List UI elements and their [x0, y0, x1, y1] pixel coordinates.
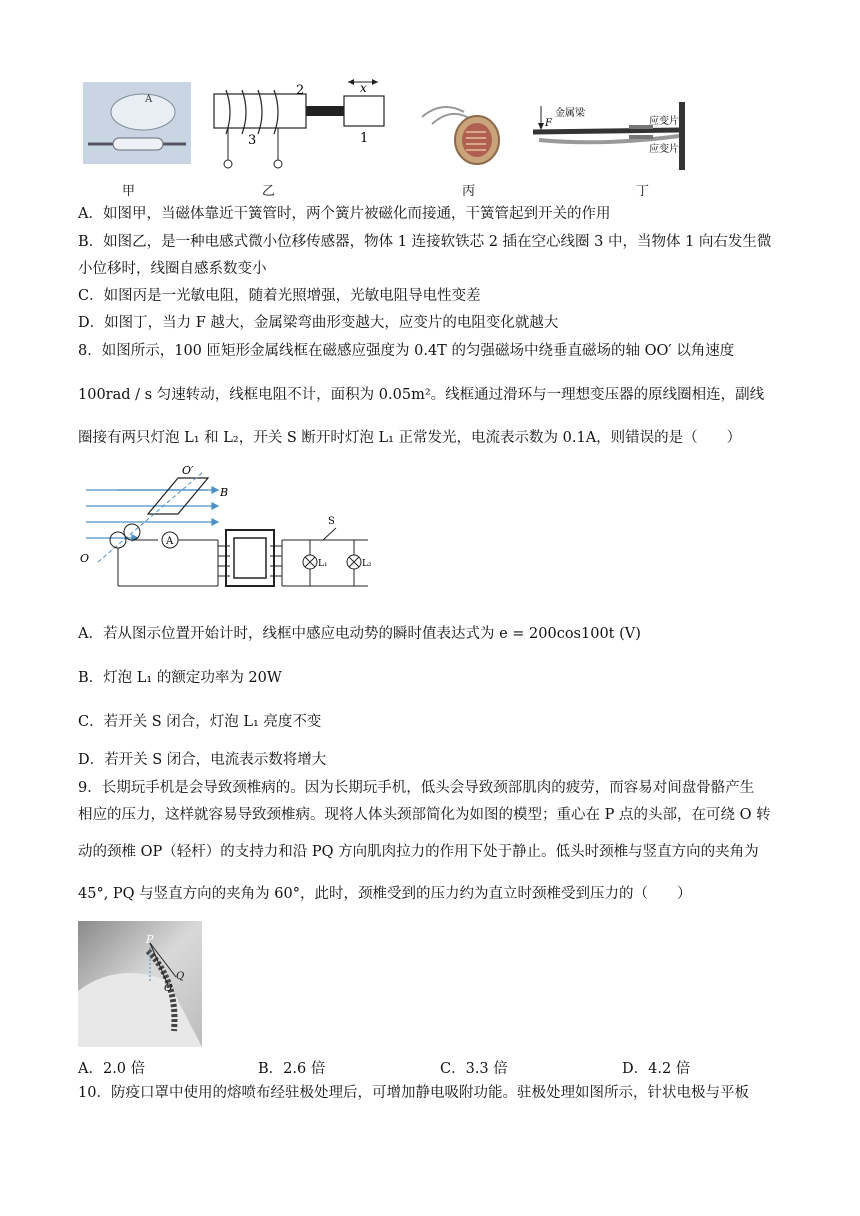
- svg-text:A: A: [145, 94, 153, 105]
- q9-stem-line-2: 相应的压力，这样就容易导致颈椎病。现将人体头颈部简化为如图的模型；重心在 P 点的头部，在可绕 O 转: [78, 807, 771, 823]
- label-L2: L₂: [362, 559, 372, 569]
- label-L1: L₁: [318, 559, 328, 569]
- caption-jia: 甲: [122, 184, 136, 199]
- q7-option-b: B．如图乙，是一种电感式微小位移传感器，物体 1 连接软铁芯 2 插在空心线圈 3 中，当物体 1 向右发生微: [78, 234, 772, 250]
- q9-stem-line-3: 动的颈椎 OP（轻杆）的支持力和沿 PQ 方向肌肉拉力的作用下处于静止。低头时颈椎与竖直方向的夹角为: [78, 844, 759, 860]
- label-metal-beam: 金属梁: [555, 108, 585, 119]
- label-strain-gauge-bottom: 应变片: [649, 144, 679, 155]
- label-S: S: [328, 516, 335, 527]
- label-2: 2: [296, 83, 305, 98]
- q9-option-d: D．4.2 倍: [622, 1061, 691, 1077]
- caption-ding: 丁: [636, 184, 650, 199]
- label-strain-gauge-top: 应变片: [649, 116, 679, 127]
- q9-stem-line-1: 9．长期玩手机是会导致颈椎病的。因为长期玩手机，低头会导致颈部肌肉的疲劳，而容易对间盘骨骼产生: [78, 780, 755, 796]
- label-O-prime: O′: [182, 464, 194, 477]
- q9-stem-line-4: 45°, PQ 与竖直方向的夹角为 60°，此时，颈椎受到的压力约为直立时颈椎受到压力的（ ）: [78, 886, 692, 902]
- figure-yi-inductive-sensor: [208, 72, 388, 172]
- q7-option-d: D．如图丁，当力 F 越大，金属梁弯曲形变越大，应变片的电阻变化就越大: [78, 315, 559, 331]
- label-F: F: [545, 118, 552, 129]
- reed-switch-drawing: [83, 82, 191, 164]
- q8-option-d: D．若开关 S 闭合，电流表示数将增大: [78, 752, 327, 768]
- figure-bing-photoresistor: [402, 92, 502, 172]
- q8-option-c: C．若开关 S 闭合，灯泡 L₁ 亮度不变: [78, 714, 322, 730]
- q9-option-a: A．2.0 倍: [78, 1061, 146, 1077]
- q10-stem-line-1: 10．防疫口罩中使用的熔喷布经驻极处理后，可增加静电吸附功能。驻极处理如图所示，针状电极与平板: [78, 1085, 749, 1101]
- q8-option-b: B．灯泡 L₁ 的额定功率为 20W: [78, 670, 282, 686]
- label-P: P: [146, 933, 154, 946]
- label-1: 1: [360, 131, 369, 146]
- q8-stem-line-2: 100rad / s 匀速转动，线框电阻不计，面积为 0.05m²。线框通过滑环与一理想变压器的原线圈相连，副线: [78, 387, 765, 403]
- q9-option-b: B．2.6 倍: [258, 1061, 326, 1077]
- q8-stem-line-3: 圈接有两只灯泡 L₁ 和 L₂，开关 S 断开时灯泡 L₁ 正常发光，电流表示数为 0.1A，则错误的是（ ）: [78, 430, 742, 446]
- q7-option-b-cont: 小位移时，线圈自感系数变小: [78, 261, 267, 277]
- caption-bing: 丙: [462, 184, 476, 199]
- q9-option-c: C．3.3 倍: [440, 1061, 508, 1077]
- label-O: O: [80, 552, 90, 565]
- caption-yi: 乙: [262, 184, 276, 199]
- label-O: O: [164, 983, 173, 994]
- q7-option-c: C．如图丙是一光敏电阻，随着光照增强，光敏电阻导电性变差: [78, 288, 481, 304]
- ammeter-label: A: [166, 536, 174, 547]
- figure-jia-reed-switch: [83, 82, 191, 164]
- q8-option-a: A．若从图示位置开始计时，线框中感应电动势的瞬时值表达式为 e = 200cos100t (V): [78, 626, 641, 642]
- q8-circuit-figure: [78, 462, 378, 592]
- figure-ding-strain-gauge: [533, 96, 703, 176]
- label-Q: Q: [176, 971, 185, 982]
- label-3: 3: [248, 133, 257, 148]
- q7-option-a: A．如图甲，当磁体靠近干簧管时，两个簧片被磁化而接通，干簧管起到开关的作用: [78, 206, 611, 222]
- label-B: B: [220, 486, 229, 499]
- q8-stem-line-1: 8．如图所示，100 匝矩形金属线框在磁感应强度为 0.4T 的匀强磁场中绕垂直磁场的轴 OO′ 以角速度: [78, 343, 735, 359]
- label-x: x: [360, 81, 367, 95]
- q9-neck-photo: [78, 921, 202, 1047]
